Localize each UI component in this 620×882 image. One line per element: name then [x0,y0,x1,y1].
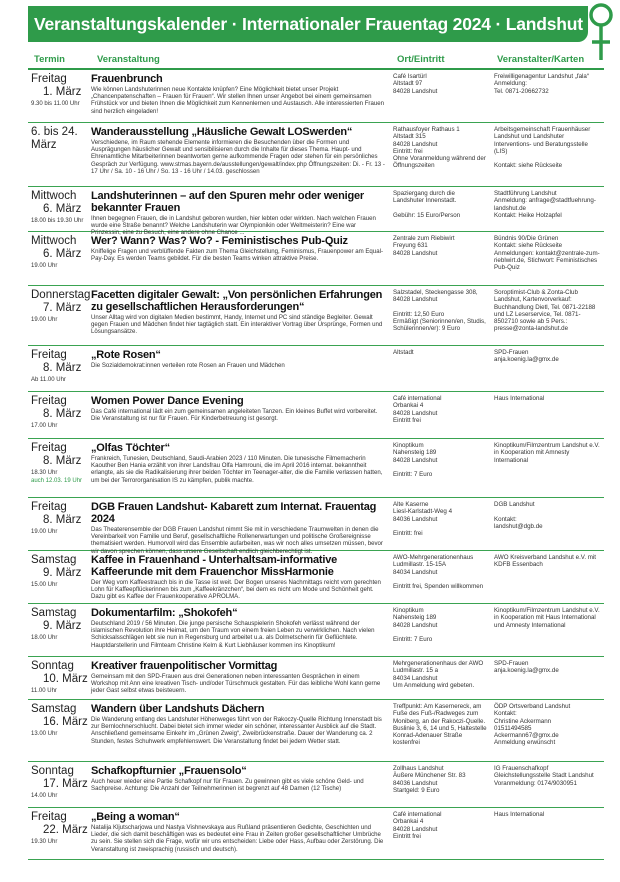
event-description: Natalija Kljutscharjowa und Nastya Vishnevskaya aus Rußland präsentieren Gedichte, Geschichten und Lieder, die sich damit beschäftigen was es bedeutet eine Frau in Zeiten großer gesellschaftlicher Umbrüche zu sein. Sie stellen sich die Frage, wofür wir uns entscheiden: Liebe oder Hass, Aufbau oder Zerstörung. Die Veranstaltung ist zweisprachig (russisch und deutsch). [91,824,384,853]
event-organizer: Stadtführung Landshut Anmeldung: anfrage@stadtfuehrung-landshut.de Kontakt: Heike Holzapfel [494,190,596,219]
event-organizer-cell [490,700,604,761]
event-date-cell [28,551,89,603]
event-description-cell [89,123,390,186]
event-time: 11.00 Uhr [31,688,57,694]
event-row [28,604,604,657]
event-location-cell [390,346,490,391]
event-title: Wer? Wann? Was? Wo? - Feministisches Pub-Quiz [91,235,348,247]
event-row [28,808,604,860]
event-location-cell [390,657,490,699]
event-day: Freitag [31,442,67,454]
event-day: Samstag [31,703,77,715]
event-location: Spaziergang durch die Landshuter Innenstadt. Gebühr: 15 Euro/Person [393,190,461,219]
event-title: Women Power Dance Evening [91,395,244,407]
event-day: Samstag [31,607,77,619]
event-description-cell [89,392,390,438]
event-location: Salzstadel, Steckengasse 308, 84028 Landshut Eintritt: 12,50 Euro Ermäßigt (Seniorinnen/en, Studis, Schülerinnen/er): 9 Euro [393,289,486,333]
event-day: Freitag [31,501,67,513]
event-organizer: Arbeitsgemeinschaft Frauenhäuser Landshut und Landshuter Interventions- und Beratungsstelle (LIS) Kontakt: siehe Rückseite [494,126,591,170]
event-day: Sonntag [31,765,74,777]
event-date-cell [28,439,89,497]
event-organizer: IG Frauenschafkopf Gleichstellungsstelle Stadt Landshut Voranmeldung: 0174/9030951 [494,765,594,787]
event-title: Dokumentarfilm: „Shokofeh“ [91,607,238,619]
event-date: 6. März [43,247,82,260]
event-day: Mittwoch [31,190,77,202]
event-title: „Olfas Töchter“ [91,442,170,454]
event-row [28,498,604,555]
event-date: 8. März [43,407,82,420]
event-location: Kinoptikum Nahensteig 189 84028 Landshut Eintritt: 7 Euro [393,607,438,644]
event-description: Verschiedene, im Raum stehende Elemente informieren die Besuchenden über die Formen und Ausprägungen häuslicher Gewalt und sensibilisieren durch die Inhalte für dieses Thema. Haupt- und Ehrenamtliche Mitarbeiterinnen beantworten gerne aufkommende Fragen oder stehen für ein persönliches Gespräch zur Verfügung. www.stmas.bayern.de/ausstellungen/gewalt/index.php Öffnungszeiten: Di. - Fr. 13 - 17 Uhr / Sa. 10 - 16 Uhr / So. 13 - 16 Uhr / 14.03. geschlossen [91,139,385,175]
calendar-title-banner: Veranstaltungskalender · Internationaler Frauentag 2024 · Landshut [28,6,588,42]
event-description-cell [89,187,390,237]
event-date: 8. März [43,361,82,374]
event-time: 19.00 Uhr [31,263,58,269]
event-organizer-cell [490,187,604,231]
event-row [28,187,604,237]
event-date: 9. März [43,619,82,632]
event-organizer: Bündnis 90/Die Grünen Kontakt: siehe Rückseite Anmeldungen: kontakt@zentrale-zum-rieblwirt.de, Stichwort: Feministisches Pub-Quiz [494,235,600,272]
event-description-cell [89,604,390,656]
event-row [28,551,604,604]
event-organizer-cell [490,657,604,699]
event-day: Freitag [31,73,67,85]
event-description: Der Weg vom Kaffeestrauch bis in die Tasse ist weit. Der Bogen unseres Nachmittags reicht vom gerechten Lohn für Kaffeepflückerinnen bis zum „Kaffeekränzchen“, bei dem es nicht um Mode und Schönheit geht. Dazu gibt es Kaffee der Frauenkooperative APROLMA. [91,579,381,601]
event-table [28,70,604,860]
event-date: März [31,138,57,151]
event-row [28,346,604,392]
event-row [28,70,604,123]
event-description: Das Theaterensemble der DGB Frauen Landshut nimmt Sie mit in verschiedene Traumwelten in denen die Vereinbarkeit von Familie und Beruf, gesellschaftliche Rollenerwartungen und politische Großereignisse thematisiert werden. Humorvoll wird das Ensemble aufarbeiten, was wir noch alles umsetzen müssen, bevor wir davon sprechen können, dass unsere Gesellschaft endlich gleichberechtigt ist. [91,526,383,555]
event-day: Freitag [31,395,67,407]
event-date: 7. März [43,301,82,314]
event-date: 17. März [43,777,88,790]
event-location-cell [390,551,490,603]
event-description-cell [89,700,390,761]
event-row [28,439,604,498]
event-time: 18.00 Uhr [31,635,58,641]
event-row [28,657,604,700]
event-time: 19.00 Uhr [31,317,58,323]
event-date-cell [28,498,89,550]
event-date: 8. März [43,513,82,526]
event-organizer-cell [490,70,604,122]
event-organizer-cell [490,346,604,391]
event-time: 14.00 Uhr [31,793,58,799]
event-organizer-cell [490,123,604,186]
event-day: Mittwoch [31,235,77,247]
header-termin: Termin [34,54,65,65]
event-location: Café international Orbankai 4 84028 Landshut Eintritt frei [393,395,442,424]
event-date: 6. März [43,202,82,215]
event-row [28,232,604,286]
event-date: 22. März [43,823,88,836]
event-organizer: Kinoptikum/Filmzentrum Landshut e.V. in Kooperation mit Haus International und Amnesty International [494,607,600,629]
event-description-cell [89,232,390,285]
event-date-cell [28,346,89,391]
event-organizer-cell [490,808,604,859]
event-date-cell [28,700,89,761]
event-title: Schafkopfturnier „Frauensolo“ [91,765,247,777]
event-time: Ab 11.00 Uhr [31,377,66,383]
event-title: Facetten digitaler Gewalt: „Von persönlichen Erfahrungen zu gesellschaftlichen Herausforderungen“ [91,289,383,313]
event-description-cell [89,551,390,603]
event-location-cell [390,762,490,807]
event-location-cell [390,604,490,656]
event-day: 6. bis 24. [31,126,78,138]
event-location-cell [390,70,490,122]
event-date: 8. März [43,454,82,467]
event-description-cell [89,808,390,859]
event-time: 18.00 bis 19.30 Uhr [31,218,84,224]
event-organizer: SPD-Frauen anja.koenig.la@gmx.de [494,349,559,364]
event-location-cell [390,700,490,761]
event-day: Donnerstag [31,289,91,301]
event-date-cell [28,70,89,122]
event-date: 16. März [43,715,88,728]
event-organizer-cell [490,498,604,550]
header-veranstaltung: Veranstaltung [97,54,160,65]
event-location-cell [390,439,490,497]
event-title: Frauenbrunch [91,73,163,85]
event-organizer: AWO Kreisverband Landshut e.V. mit KDFB Essenbach [494,554,597,569]
event-date-cell [28,286,89,345]
event-day: Freitag [31,811,67,823]
event-location: Rathausfoyer Rathaus 1 Altstadt 315 84028 Landshut Eintritt: frei Ohne Voranmeldung während der Öffnungszeiten [393,126,486,170]
event-location: Café Isartürl Altstadt 97 84028 Landshut [393,73,438,95]
event-description: Unser Alltag wird von digitalen Medien bestimmt, Handy, Internet und PC sind ständige Begleiter. Gewalt gegen Frauen und Mädchen findet hier tagtäglich statt. Ein interaktiver Vortrag über Ursprünge, Formen und Lösungsansätze. [91,314,383,336]
event-date-cell [28,808,89,859]
event-location: Café international Orbankai 4 84028 Landshut Eintritt frei [393,811,442,840]
event-location: Treffpunkt: Am Kasernereck, am Fuße des Fuß-/Radweges zum Moniberg, an der Rakoczi-Quelle. Buslinie 3, 6, 14 und 5, Haltestelle Konrad-Adenauer Straße kostenfrei [393,703,487,747]
event-location-cell [390,392,490,438]
event-description-cell [89,657,390,699]
event-date: 10. März [43,672,88,685]
event-location: Zollhaus Landshut Äußere Münchener Str. 83 84036 Landshut Startgeld: 9 Euro [393,765,466,794]
event-organizer: Soroptimist-Club & Zonta-Club Landshut, Kartenvorverkauf: Buchhandlung Dietl, Tel. 0871-22188 und LZ Leserservice, Tel. 0871-8502710 sowie ab 5 Pers.: presse@zonta-landshut.de [494,289,596,333]
event-organizer-cell [490,286,604,345]
event-description: Gemeinsam mit den SPD-Frauen aus drei Generationen neben interessanten Gesprächen in einem Workshop mit Ann eine kreativen Tisch- und/oder Türschmuck gestalten. Für das leibliche Wohl kann gerne jeder Gast selbst etwas beisteuern. [91,673,381,695]
event-description: Kniffelige Fragen und verblüffende Fakten zum Thema Gleichstellung, Feminismus, Frauenpower am Equal-Pay-Day. Es werden Teams gebildet. Für die besten Teams winken attraktive Preise. [91,248,383,263]
event-date: 9. März [43,566,82,579]
event-organizer-cell [490,604,604,656]
event-location: Kinoptikum Nahensteig 189 84028 Landshut Eintritt: 7 Euro [393,442,438,479]
event-row [28,700,604,762]
event-time: 18.30 Uhr [31,470,58,476]
event-date-cell [28,604,89,656]
event-organizer-cell [490,392,604,438]
event-description: Wie können Landshuterinnen neue Kontakte knüpfen? Eine Möglichkeit bietet unser Projekt „Chancenpatenschaften – Frauen für Frauen“. Wir stellen Ihnen unser Angebot bei einem gemeinsamen Frühstück vor und bieten Ihnen die Möglichkeit zum Kennenlernen und Austausch. Alle interessierten Frauen sind herzlich eingeladen! [91,86,385,115]
header-ort-eintritt: Ort/Eintritt [397,54,445,65]
event-date-cell [28,187,89,231]
event-description-cell [89,286,390,345]
event-title: DGB Frauen Landshut- Kabarett zum Internat. Frauentag 2024 [91,501,377,525]
event-organizer: Haus International [494,811,545,818]
event-day: Samstag [31,554,77,566]
event-organizer: Freiwilligenagentur Landshut „fala“ Anmeldung: Tel. 0871-20662732 [494,73,589,95]
event-location: Altstadt [393,349,414,356]
event-organizer-cell [490,232,604,285]
event-description: Die Sozialdemokrat:innen verteilen rote Rosen an Frauen und Mädchen [91,362,285,369]
event-row [28,123,604,187]
event-description: Frankreich, Tunesien, Deutschland, Saudi-Arabien 2023 / 110 Minuten. Die tunesische Filmemacherin Kaouther Ben Hania erzählt von ihrer Landsfrau Olfa Hamrouni, die im April 2016 internat. bekanntheit erlangte, als sie die Radikalisierung ihrer beiden Töchter im Teenager-alter, die die Familie verlassen hatten, um bei der Terrororganisation IS zu kämpfen, publik machte. [91,455,383,484]
event-date-cell [28,657,89,699]
event-time: 17.00 Uhr [31,423,58,429]
event-description: Auch heuer wieder eine Partie Schafkopf nur für Frauen. Zu gewinnen gibt es viele schöne Geld- und Sachpreise. Achtung: Die Anzahl der Teilnehmerinnen ist begrenzt auf 48 Damen (12 Tische) [91,778,364,793]
event-date-cell [28,123,89,186]
event-row [28,762,604,808]
event-description: Ihnen begegnen Frauen, die in Landshut geboren wurden, hier lebten oder wirkten. Nach welchen Frauen wurde eine Straße benannt? Welche Landshuterin war Olympionikin oder Weltmeisterin? Eine war Prinzessin, eine zu Besuch, eine andere ohne Chance ... [91,215,376,237]
event-title: Wanderausstellung „Häusliche Gewalt LOSwerden“ [91,126,353,138]
event-organizer: ÖDP Ortsverband Landshut Kontakt: Christine Ackermann 01511494585 Ackermann67@gmx.de Anmeldung erwünscht [494,703,571,747]
event-description-cell [89,498,390,555]
event-location: AWO-Mehrgenerationenhaus Ludmillastr. 15-15A 84034 Landshut Eintritt frei, Spenden willkommen [393,554,484,591]
event-description-cell [89,346,390,391]
event-title: „Rote Rosen“ [91,349,161,361]
event-location-cell [390,498,490,550]
event-location: Alte Kaserne Liesl-Karlstadt-Weg 4 84036 Landshut Eintritt: frei [393,501,453,538]
event-description: Deutschland 2019 / 56 Minuten. Die junge persische Schauspielerin Shokofeh verlässt während der islamischen Revolution ihre Heimat, um den Traum von einem freien Leben zu verwirklichen. Nach vielen Schicksalsschlägen lebt sie nun in Regensburg und arbeitet u.a. als Dolmetscherin für Geflüchtete. Hauptdarstellerin und Filmteam Christine Kelm & Kurt Liebhäuser kommen ins Kinoptikum! [91,620,375,649]
event-organizer: Haus International [494,395,545,402]
header-veranstalter-karten: Veranstalter/Karten [497,54,585,65]
event-title: Landshuterinnen – auf den Spuren mehr oder weniger bekannter Frauen [91,190,364,214]
event-location-cell [390,286,490,345]
event-date-cell [28,762,89,807]
event-time: 19.00 Uhr [31,529,58,535]
event-day: Sonntag [31,660,74,672]
event-row [28,392,604,439]
event-row [28,286,604,346]
event-organizer-cell [490,439,604,497]
event-description-cell [89,762,390,807]
event-time-extra: auch 12.03. 19 Uhr [31,478,83,484]
event-organizer: SPD-Frauen anja.koenig.la@gmx.de [494,660,559,675]
event-location-cell [390,187,490,231]
event-location-cell [390,123,490,186]
event-description-cell [89,439,390,497]
event-time: 19.30 Uhr [31,839,58,845]
event-location: Mehrgenerationenhaus der AWO Ludmillastr. 15 a 84034 Landshut Um Anmeldung wird gebeten. [393,660,484,689]
event-time: 9.30 bis 11.00 Uhr [31,101,80,107]
event-description: Das Café international lädt ein zum gemeinsamen angeleiteten Tanzen. Ein kleines Buffet wird vorbereitet. Die Veranstaltung ist nur für Frauen. Für Kinderbetreuung ist gesorgt. [91,408,378,423]
event-organizer-cell [490,762,604,807]
event-date-cell [28,392,89,438]
event-time: 13.00 Uhr [31,731,58,737]
event-organizer: DGB Landshut Kontakt: landshut@dgb.de [494,501,543,530]
event-organizer: Kinoptikum/Filmzentrum Landshut e.V. in Kooperation mit Amnesty International [494,442,600,464]
event-description-cell [89,70,390,122]
event-date: 1. März [43,85,82,98]
event-title: „Being a woman“ [91,811,180,823]
event-title: Wandern über Landshuts Dächern [91,703,265,715]
event-title: Kreativer frauenpolitischer Vormittag [91,660,278,672]
event-time: 15.00 Uhr [31,582,58,588]
event-date-cell [28,232,89,285]
event-location-cell [390,808,490,859]
event-description: Die Wanderung entlang des Landshuter Höhenweges führt von der Rakoczy-Quelle Richtung Innenstadt bis zur Bernlochnerschlucht. Dabei bietet sich immer wieder ein schöner, interessanter Ausblick auf die Stadt. Anschließend gemeinsame Einkehr im „Grünen Zweig“, Zweibrückenstraße. Dauer der Wanderung ca. 2 Stunden, festes Schuhwerk empfehlenswert. Die Veranstaltung findet bei jedem Wetter statt. [91,716,382,745]
event-title: Kaffee in Frauenhand - Unterhaltsam-informative Kaffeerunde mit dem Frauenchor MissHarmonie [91,554,338,578]
venus-symbol-icon [588,2,614,64]
event-organizer-cell [490,551,604,603]
event-day: Freitag [31,349,67,361]
event-location: Zentrale zum Riebiwirt Freyung 631 84028 Landshut [393,235,455,257]
event-location-cell [390,232,490,285]
